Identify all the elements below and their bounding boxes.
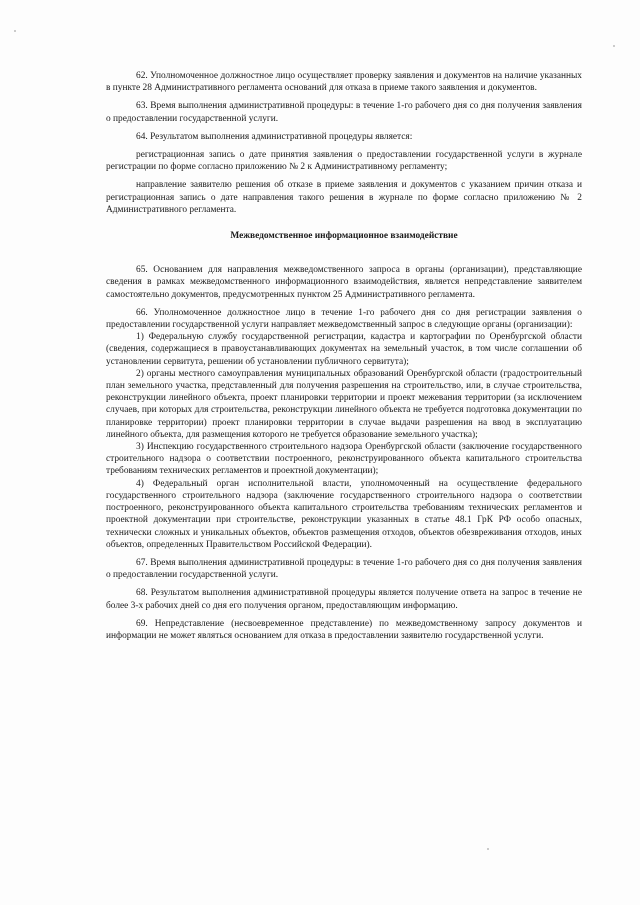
scan-speck (14, 30, 16, 32)
paragraph-65: 65. Основанием для направления межведомственного запроса в органы (организации), представляющие сведения в рамках межведомственного информационного взаимодействия, является непредставление заявителем самостоятельно документов, предусмотренных пунктом 25 Административного регламента. (106, 265, 582, 300)
paragraph-66-item-1: 1) Федеральную службу государственной регистрации, кадастра и картографии по Оренбургской области (сведения, содержащиеся в правоустанавливающих документах на земельный участок, в том числе соглашении об установлении сервитута, решении об установлении публичного сервитута); (106, 332, 582, 367)
paragraph-64: 64. Результатом выполнения административной процедуры является: (136, 131, 413, 142)
paragraph-62: 62. Уполномоченное должностное лицо осуществляет проверку заявления и документов на наличие указанных в пункте 28 Административного регламента оснований для отказа в приеме такого заявления и документов. (106, 71, 582, 94)
paragraph-69: 69. Непредставление (несвоевременное представление) по межведомственному запросу документов и информации не может являться основанием для отказа в предоставлении заявителю государственной услуги. (106, 618, 582, 641)
paragraph-66: 66. Уполномоченное должностное лицо в течение 1-го рабочего дня со дня регистрации заявления о предоставлении государственной услуги направляет межведомственный запрос в следующие органы (организации): (106, 307, 582, 331)
section-heading: Межведомственное информационное взаимодействие (230, 231, 458, 242)
paragraph-67: 67. Время выполнения административной процедуры: в течение 1-го рабочего дня со дня получения заявления о предоставлении государственной услуги. (106, 557, 582, 581)
scan-speck (487, 848, 489, 850)
paragraph-63: 63. Время выполнения административной процедуры: в течение 1-го рабочего дня со дня получения заявления о предоставлении государственной услуги. (106, 101, 582, 124)
paragraph-68: 68. Результатом выполнения административной процедуры является получение ответа на запрос в течение не более 3-х рабочих дней со дня его получения органом, предоставляющим информацию. (106, 588, 582, 611)
paragraph-64-item-2: направление заявителю решения об отказе в приеме заявления и документов с указанием причин отказа и регистрационная запись о дате направления такого решения в журнале по форме согласно приложению № 2 Административного регламента. (106, 180, 582, 215)
paragraph-66-item-4: 4) Федеральный орган исполнительной власти, уполномоченный на осуществление федерального государственного строительного надзора (заключение государственного строительного надзора о соответствии построенного, реконструированного объекта капитального строительства требованиям технических регламентов и проектной документации при строительстве, реконструкции указанных в статье 48.1 ГрК РФ особо опасных, технически сложных и уникальных объектов, объектов размещения отходов, объектов обезвреживания отходов, иных объектов, определенных Правительством Российской Федерации). (106, 478, 582, 550)
paragraph-64-item-1: регистрационная запись о дате принятия заявления о предоставлении государственной услуги в журнале регистрации по форме согласно приложению № 2 к Административному регламенту; (106, 150, 582, 173)
paragraph-66-item-3: 3) Инспекцию государственного строительного надзора Оренбургской области (заключение государственного строительного надзора о соответствии построенного, реконструированного объекта капитального строительства требованиям технических регламентов и проектной документации); (106, 442, 582, 477)
scan-speck (613, 45, 615, 47)
paragraph-66-item-2: 2) органы местного самоуправления муниципальных образований Оренбургской области (градостроительный план земельного участка, представленный для получения разрешения на строительство, или, в случае строительства, реконструкции линейного объекта, проект планировки территории и проект межевания территории (за исключением случаев, при которых для строительства, реконструкции линейного объекта не требуется подготовка документации по планировке территории) проект планировки территории в случае выдачи разрешения на ввод в эксплуатацию линейного объекта, для размещения которого не требуется образование земельного участка); (106, 368, 582, 440)
